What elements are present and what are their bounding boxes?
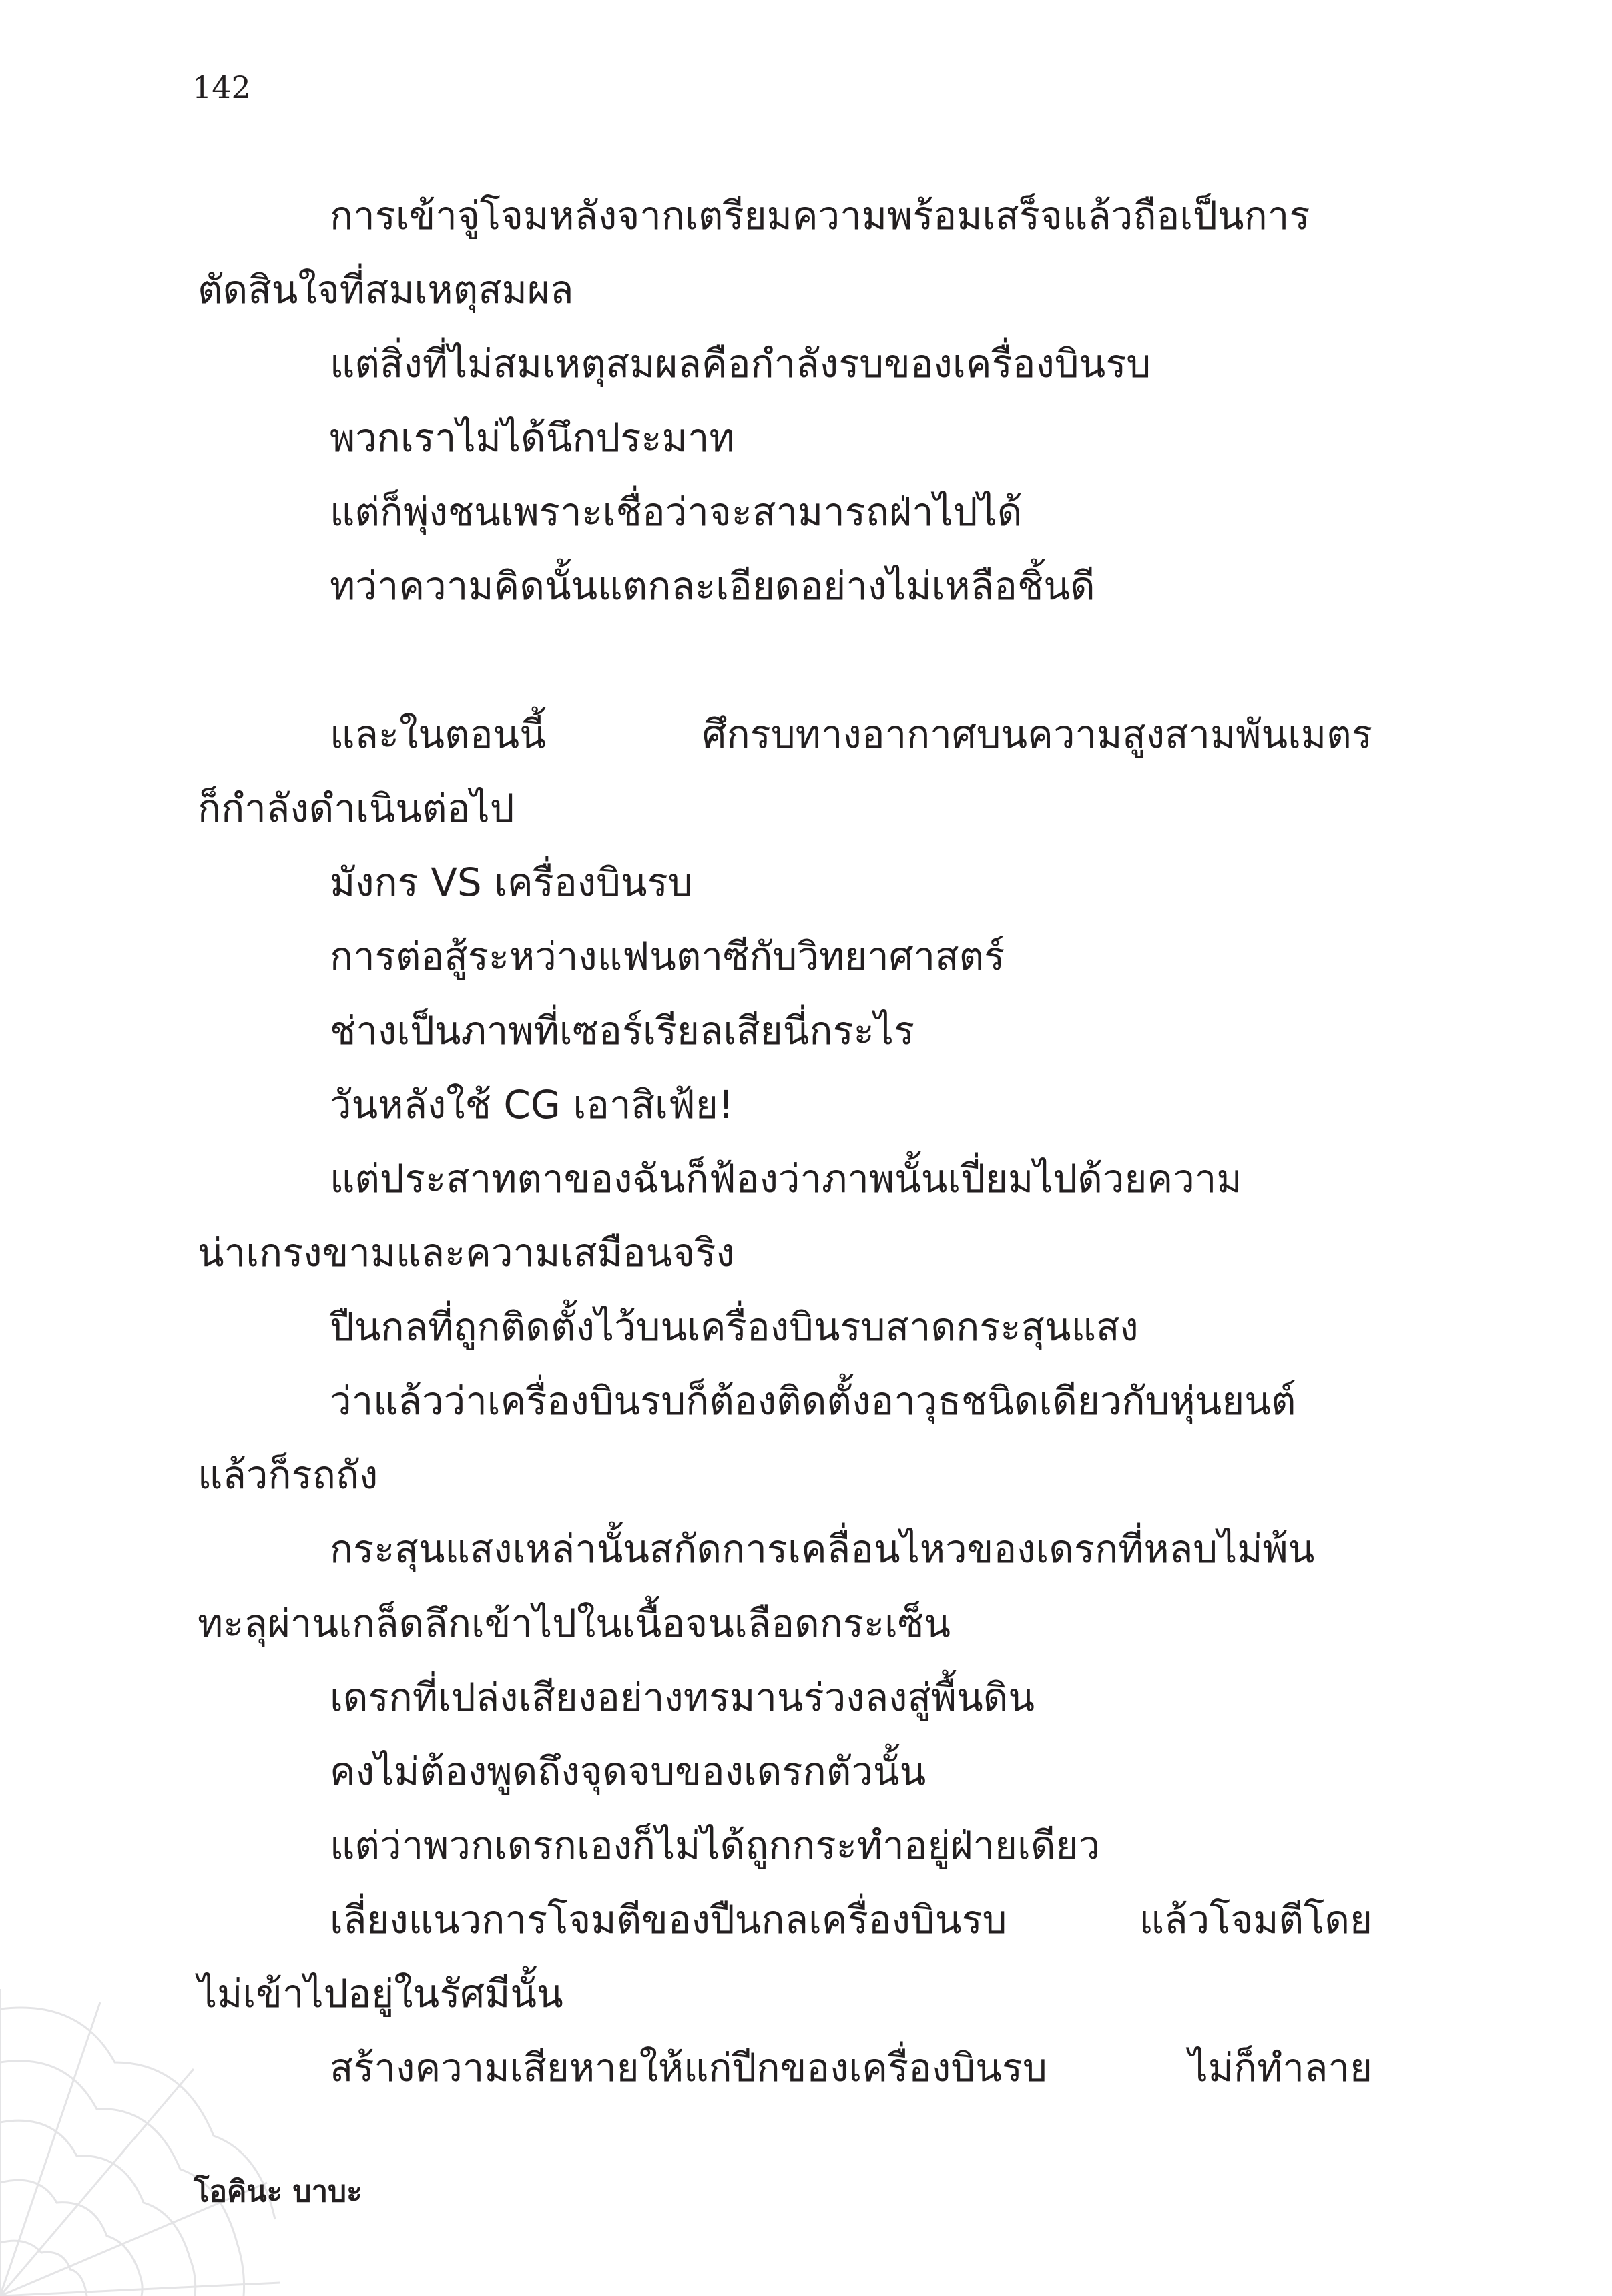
- text-line: ก็กำลังดำเนินต่อไป: [198, 786, 515, 831]
- text-line: แต่ก็พุ่งชนเพราะเชื่อว่าจะสามารถฝ่าไปได้: [330, 489, 1023, 535]
- body-text: [198, 179, 1372, 2105]
- text-line: สร้างความเสียหายให้แก่ปีกของเครื่องบินรบ ไม่ก็ทำลาย: [330, 2045, 1372, 2090]
- text-line: แต่ว่าพวกเดรกเองก็ไม่ได้ถูกกระทำอยู่ฝ่ายเดียว: [330, 1823, 1101, 1868]
- text-line: เลี่ยงแนวการโจมตีของปืนกลเครื่องบินรบ แล้วโจมตีโดย: [330, 1897, 1372, 1942]
- page-number: 142: [192, 69, 251, 105]
- text-line: แล้วก็รถถัง: [198, 1452, 378, 1498]
- text-line: และในตอนนี้ ศึกรบทางอากาศบนความสูงสามพันเมตร: [330, 711, 1372, 757]
- text-line: ไม่เข้าไปอยู่ในรัศมีนั้น: [198, 1971, 563, 2016]
- text-line: ช่างเป็นภาพที่เซอร์เรียลเสียนี่กระไร: [330, 1008, 915, 1053]
- text-line: เดรกที่เปล่งเสียงอย่างทรมานร่วงลงสู่พื้นดิน: [330, 1675, 1035, 1720]
- text-line: การเข้าจู่โจมหลังจากเตรียมความพร้อมเสร็จแล้วถือเป็นการ: [330, 193, 1310, 238]
- text-line: กระสุนแสงเหล่านั้นสกัดการเคลื่อนไหวของเดรกที่หลบไม่พ้น: [330, 1526, 1315, 1572]
- author-name: โอคินะ บาบะ: [194, 2175, 362, 2209]
- text-line: แต่สิ่งที่ไม่สมเหตุสมผลคือกำลังรบของเครื่องบินรบ: [330, 341, 1151, 386]
- spider-web-decoration: [0, 1989, 280, 2296]
- text-line: พวกเราไม่ได้นึกประมาท: [330, 415, 735, 461]
- text-line: แต่ประสาทตาของฉันก็ฟ้องว่าภาพนั้นเปี่ยมไปด้วยความ: [330, 1156, 1242, 1201]
- text-line: ทว่าความคิดนั้นแตกละเอียดอย่างไม่เหลือชิ้นดี: [330, 563, 1095, 609]
- text-line: มังกร VS เครื่องบินรบ: [330, 860, 693, 905]
- text-line: ตัดสินใจที่สมเหตุสมผล: [198, 267, 574, 312]
- text-line: วันหลังใช้ CG เอาสิเฟ้ย!: [330, 1082, 734, 1127]
- text-line: ว่าแล้วว่าเครื่องบินรบก็ต้องติดตั้งอาวุธชนิดเดียวกับหุ่นยนต์: [330, 1378, 1296, 1424]
- text-line: คงไม่ต้องพูดถึงจุดจบของเดรกตัวนั้น: [330, 1749, 926, 1794]
- text-line: ทะลุผ่านเกล็ดลึกเข้าไปในเนื้อจนเลือดกระเซ็น: [198, 1601, 951, 1646]
- blank-line: [198, 623, 1372, 697]
- text-line: ปืนกลที่ถูกติดตั้งไว้บนเครื่องบินรบสาดกระสุนแสง: [330, 1304, 1139, 1350]
- text-line: การต่อสู้ระหว่างแฟนตาซีกับวิทยาศาสตร์: [330, 934, 1005, 979]
- text-line: น่าเกรงขามและความเสมือนจริง: [198, 1230, 735, 1275]
